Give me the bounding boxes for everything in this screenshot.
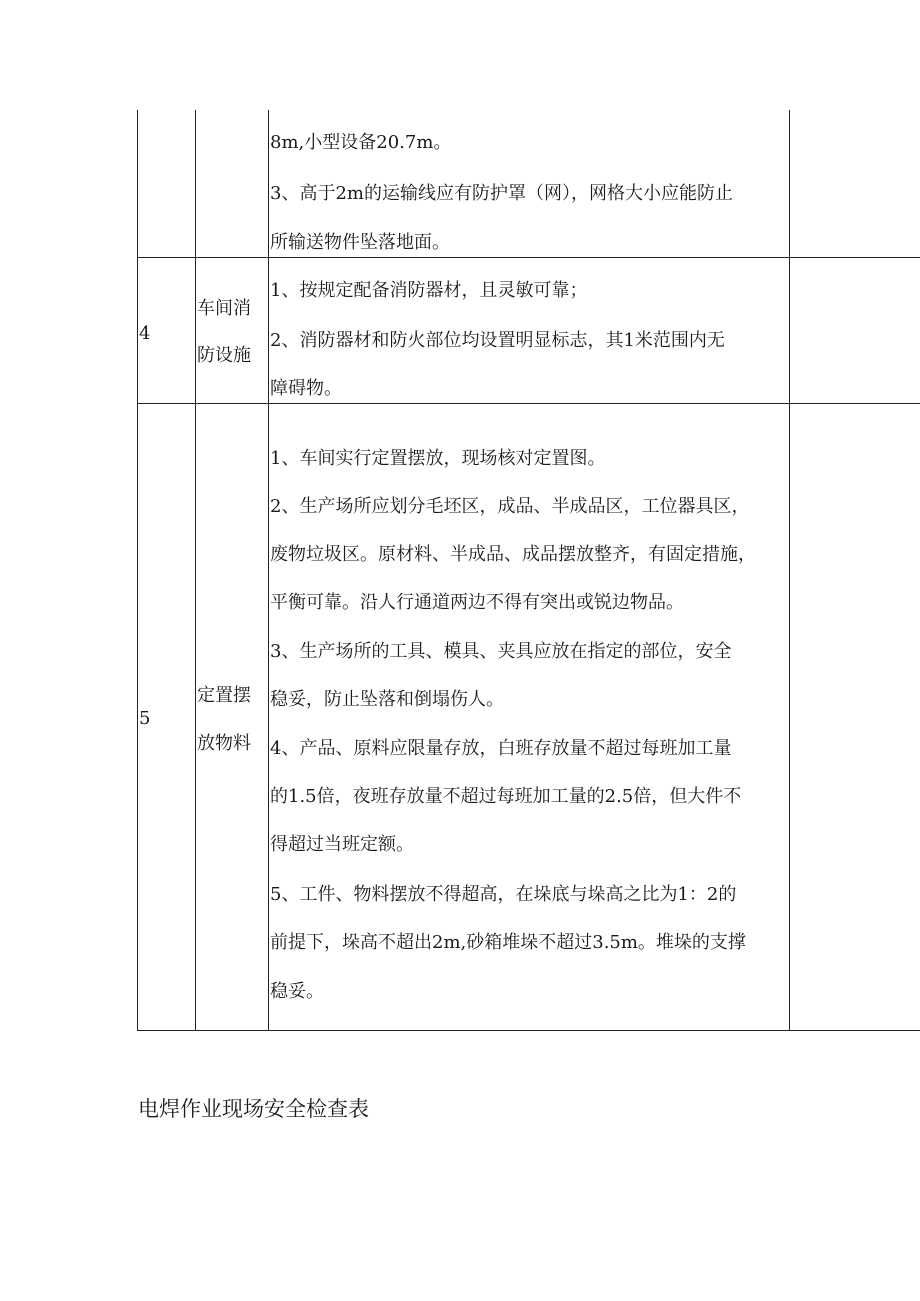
item-name-line: 车间消 <box>197 298 251 319</box>
item-name-line: 防设施 <box>197 345 251 366</box>
row-number: 4 <box>139 323 151 344</box>
content-line: 3、生产场所的工具、模具、夹具应放在指定的部位，安全 <box>270 641 732 662</box>
content-line: 所输送物件坠落地面。 <box>270 232 450 253</box>
table-border-col4 <box>789 110 790 1031</box>
content-line: 1、车间实行定置摆放，现场核对定置图。 <box>270 448 606 469</box>
content-line: 1、按规定配备消防器材，且灵敏可靠； <box>270 280 588 301</box>
content-line: 稳妥，防止坠落和倒塌伤人。 <box>270 689 504 710</box>
item-name-line: 放物料 <box>197 733 251 754</box>
item-name-line: 定置摆 <box>197 685 251 706</box>
row-number: 5 <box>139 708 151 729</box>
content-line: 4、产品、原料应限量存放，白班存放量不超过每班加工量 <box>270 738 732 759</box>
content-line: 3、高于2m的运输线应有防护罩（网），网格大小应能防止 <box>270 183 733 204</box>
table-row-divider <box>137 257 920 258</box>
table-border-bottom <box>137 1030 920 1031</box>
content-line: 平衡可靠。沿人行通道两边不得有突出或锐边物品。 <box>270 592 684 613</box>
table-border-left <box>137 110 138 1031</box>
content-line: 2、消防器材和防火部位均设置明显标志，其1米范围内无 <box>270 330 725 351</box>
content-line: 稳妥。 <box>270 981 324 1002</box>
content-line: 2、生产场所应划分毛坯区，成品、半成品区，工位器具区， <box>270 496 750 517</box>
content-line: 得超过当班定额。 <box>270 834 414 855</box>
table-border-col2 <box>195 110 196 1031</box>
content-line: 5、工件、物料摆放不得超高，在垛底与垛高之比为1：2的 <box>270 884 737 905</box>
table-border-col3 <box>268 110 269 1031</box>
section-title: 电焊作业现场安全检查表 <box>138 1097 369 1121</box>
content-line: 前提下，垛高不超出2m,砂箱堆垛不超过3.5m。堆垛的支撑 <box>270 932 746 953</box>
table-row-divider <box>137 403 920 404</box>
content-line: 的1.5倍，夜班存放量不超过每班加工量的2.5倍，但大件不 <box>270 786 742 807</box>
content-line: 废物垃圾区。原材料、半成品、成品摆放整齐，有固定措施， <box>270 544 756 565</box>
content-line: 障碍物。 <box>270 378 342 399</box>
content-line: 8m,小型设备20.7m。 <box>270 132 452 153</box>
